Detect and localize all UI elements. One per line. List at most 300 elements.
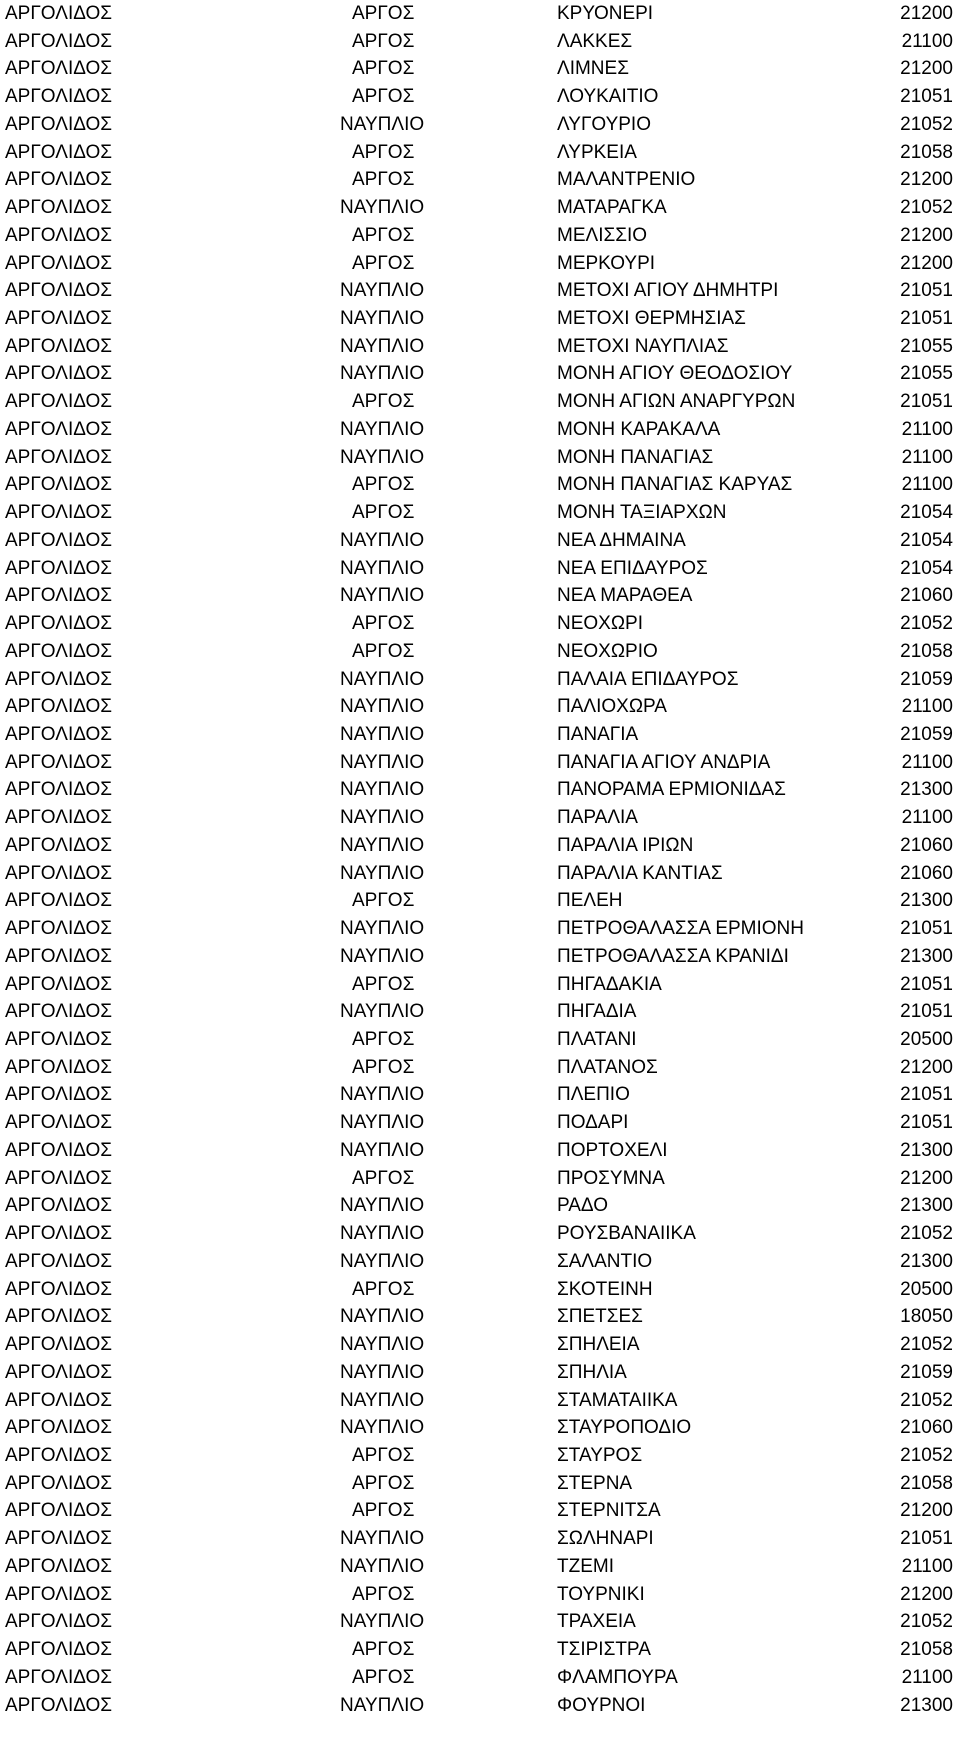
- locality-cell: ΠΛΑΤΑΝΙ: [557, 1029, 637, 1050]
- municipality-cell: ΝΑΥΠΛΙΟ: [340, 585, 425, 607]
- postcode-cell: 21300: [900, 945, 953, 967]
- locality-cell: ΠΕΛΕΗ: [557, 890, 623, 912]
- postcode-cell: 21051: [900, 1084, 953, 1106]
- postcode-cell: 21100: [901, 474, 953, 496]
- table-row: [0, 582, 960, 610]
- postcode-cell: 21300: [900, 1694, 953, 1716]
- municipality-cell: ΝΑΥΠΛΙΟ: [340, 1611, 425, 1633]
- prefecture-cell: ΑΡΓΟΛΙΔΟΣ: [5, 834, 113, 856]
- table-row: [0, 1192, 960, 1220]
- municipality-cell: ΑΡΓΟΣ: [352, 252, 415, 274]
- municipality-cell: ΝΑΥΠΛΙΟ: [340, 1361, 425, 1383]
- postcode-cell: 21055: [900, 363, 953, 385]
- locality-cell: ΤΟΥΡΝΙΚΙ: [557, 1583, 645, 1605]
- postcode-cell: 21058: [900, 1472, 953, 1494]
- postcode-cell: 21100: [901, 30, 953, 52]
- postcode-cell: 21052: [900, 1223, 953, 1245]
- table-row: [0, 998, 960, 1026]
- locality-cell: ΦΛΑΜΠΟΥΡΑ: [557, 1666, 678, 1688]
- municipality-cell: ΑΡΓΟΣ: [352, 890, 415, 912]
- municipality-cell: ΑΡΓΟΣ: [352, 1167, 415, 1189]
- municipality-cell: ΝΑΥΠΛΙΟ: [340, 529, 425, 551]
- locality-cell: ΣΠΗΛΙΑ: [557, 1361, 627, 1383]
- postcode-cell: 21100: [901, 696, 953, 718]
- table-row: [0, 666, 960, 694]
- postcode-cell: 21058: [900, 640, 953, 662]
- prefecture-cell: ΑΡΓΟΛΙΔΟΣ: [5, 613, 113, 635]
- municipality-cell: ΑΡΓΟΣ: [352, 30, 415, 52]
- municipality-cell: ΝΑΥΠΛΙΟ: [340, 113, 425, 135]
- municipality-cell: ΑΡΓΟΣ: [352, 3, 415, 24]
- municipality-cell: ΝΑΥΠΛΙΟ: [340, 1112, 425, 1134]
- prefecture-cell: ΑΡΓΟΛΙΔΟΣ: [5, 1555, 113, 1577]
- table-row: [0, 1054, 960, 1082]
- locality-cell: ΤΡΑΧΕΙΑ: [557, 1611, 636, 1633]
- locality-cell: ΜΕΤΟΧΙ ΘΕΡΜΗΣΙΑΣ: [557, 308, 746, 330]
- municipality-cell: ΝΑΥΠΛΙΟ: [340, 557, 425, 579]
- table-row: [0, 83, 960, 111]
- locality-cell: ΣΤΑΥΡΟΣ: [557, 1444, 643, 1466]
- prefecture-cell: ΑΡΓΟΛΙΔΟΣ: [5, 86, 113, 108]
- municipality-cell: ΝΑΥΠΛΙΟ: [340, 779, 425, 801]
- prefecture-cell: ΑΡΓΟΛΙΔΟΣ: [5, 862, 113, 884]
- prefecture-cell: ΑΡΓΟΛΙΔΟΣ: [5, 1334, 113, 1356]
- table-row: [0, 1553, 960, 1581]
- prefecture-cell: ΑΡΓΟΛΙΔΟΣ: [5, 1223, 113, 1245]
- municipality-cell: ΝΑΥΠΛΙΟ: [340, 696, 425, 718]
- table-row: [0, 1387, 960, 1415]
- municipality-cell: ΑΡΓΟΣ: [352, 502, 415, 524]
- postcode-cell: 21052: [900, 113, 953, 135]
- postcode-cell: 21200: [900, 224, 953, 246]
- prefecture-cell: ΑΡΓΟΛΙΔΟΣ: [5, 1001, 113, 1023]
- locality-cell: ΣΤΕΡΝΑ: [557, 1472, 633, 1494]
- prefecture-cell: ΑΡΓΟΛΙΔΟΣ: [5, 918, 113, 940]
- postcode-cell: 21052: [900, 197, 953, 219]
- prefecture-cell: ΑΡΓΟΛΙΔΟΣ: [5, 807, 113, 829]
- locality-cell: ΣΩΛΗΝΑΡΙ: [557, 1528, 654, 1550]
- locality-cell: ΠΡΟΣΥΜΝΑ: [557, 1167, 665, 1189]
- prefecture-cell: ΑΡΓΟΛΙΔΟΣ: [5, 529, 113, 551]
- locality-cell: ΛΥΡΚΕΙΑ: [557, 141, 637, 163]
- postcode-cell: 21059: [900, 668, 953, 690]
- municipality-cell: ΑΡΓΟΣ: [352, 86, 415, 108]
- municipality-cell: ΑΡΓΟΣ: [352, 474, 415, 496]
- municipality-cell: ΝΑΥΠΛΙΟ: [340, 1001, 425, 1023]
- locality-cell: ΜΟΝΗ ΠΑΝΑΓΙΑΣ ΚΑΡΥΑΣ: [557, 474, 793, 496]
- prefecture-cell: ΑΡΓΟΛΙΔΟΣ: [5, 3, 113, 24]
- postcode-cell: 21200: [900, 1167, 953, 1189]
- postcode-cell: 21200: [900, 1583, 953, 1605]
- municipality-cell: ΑΡΓΟΣ: [352, 1639, 415, 1661]
- table-row: [0, 499, 960, 527]
- prefecture-cell: ΑΡΓΟΛΙΔΟΣ: [5, 113, 113, 135]
- postcode-cell: 21054: [900, 557, 953, 579]
- locality-cell: ΠΕΤΡΟΘΑΛΑΣΣΑ ΕΡΜΙΟΝΗ: [557, 918, 804, 940]
- table-row: [0, 1303, 960, 1331]
- municipality-cell: ΑΡΓΟΣ: [352, 1029, 415, 1050]
- table-row: [0, 416, 960, 444]
- prefecture-cell: ΑΡΓΟΛΙΔΟΣ: [5, 1472, 113, 1494]
- table-row: [0, 388, 960, 416]
- municipality-cell: ΝΑΥΠΛΙΟ: [340, 1389, 425, 1411]
- postcode-cell: 21054: [900, 502, 953, 524]
- municipality-cell: ΑΡΓΟΣ: [352, 224, 415, 246]
- municipality-cell: ΝΑΥΠΛΙΟ: [340, 668, 425, 690]
- prefecture-cell: ΑΡΓΟΛΙΔΟΣ: [5, 1056, 113, 1078]
- prefecture-cell: ΑΡΓΟΛΙΔΟΣ: [5, 945, 113, 967]
- municipality-cell: ΝΑΥΠΛΙΟ: [340, 1555, 425, 1577]
- table-row: [0, 1165, 960, 1193]
- locality-cell: ΣΤΑΜΑΤΑΙΙΚΑ: [557, 1389, 678, 1411]
- locality-cell: ΜΕΛΙΣΣΙΟ: [557, 224, 648, 246]
- postcode-cell: 21051: [900, 391, 953, 413]
- locality-cell: ΝΕΟΧΩΡΙ: [557, 613, 644, 635]
- table-row: [0, 250, 960, 278]
- prefecture-cell: ΑΡΓΟΛΙΔΟΣ: [5, 1611, 113, 1633]
- postcode-cell: 21100: [901, 446, 953, 468]
- postcode-cell: 21100: [901, 807, 953, 829]
- municipality-cell: ΑΡΓΟΣ: [352, 640, 415, 662]
- prefecture-cell: ΑΡΓΟΛΙΔΟΣ: [5, 890, 113, 912]
- table-row: [0, 222, 960, 250]
- locality-cell: ΠΕΤΡΟΘΑΛΑΣΣΑ ΚΡΑΝΙΔΙ: [557, 945, 789, 967]
- table-row: [0, 1581, 960, 1609]
- postcode-cell: 21100: [901, 751, 953, 773]
- prefecture-cell: ΑΡΓΟΛΙΔΟΣ: [5, 224, 113, 246]
- municipality-cell: ΑΡΓΟΣ: [352, 973, 415, 995]
- postcode-cell: 21060: [900, 1417, 953, 1439]
- prefecture-cell: ΑΡΓΟΛΙΔΟΣ: [5, 141, 113, 163]
- postcode-cell: 21060: [900, 834, 953, 856]
- locality-cell: ΠΑΝΑΓΙΑ ΑΓΙΟΥ ΑΝΔΡΙΑ: [557, 751, 771, 773]
- prefecture-cell: ΑΡΓΟΛΙΔΟΣ: [5, 446, 113, 468]
- postcode-cell: 21058: [900, 141, 953, 163]
- table-row: [0, 1331, 960, 1359]
- table-row: [0, 776, 960, 804]
- municipality-cell: ΑΡΓΟΣ: [352, 1500, 415, 1522]
- table-row: [0, 749, 960, 777]
- municipality-cell: ΝΑΥΠΛΙΟ: [340, 363, 425, 385]
- municipality-cell: ΑΡΓΟΣ: [352, 169, 415, 191]
- locality-cell: ΜΟΝΗ ΤΑΞΙΑΡΧΩΝ: [557, 502, 727, 524]
- locality-cell: ΛΟΥΚΑΙΤΙΟ: [557, 86, 659, 108]
- table-row: [0, 0, 960, 28]
- prefecture-cell: ΑΡΓΟΛΙΔΟΣ: [5, 1084, 113, 1106]
- locality-cell: ΛΥΓΟΥΡΙΟ: [557, 113, 651, 135]
- table-row: [0, 1109, 960, 1137]
- locality-cell: ΠΑΡΑΛΙΑ ΚΑΝΤΙΑΣ: [557, 862, 723, 884]
- table-row: [0, 971, 960, 999]
- prefecture-cell: ΑΡΓΟΛΙΔΟΣ: [5, 723, 113, 745]
- locality-cell: ΤΣΙΡΙΣΤΡΑ: [557, 1639, 651, 1661]
- postcode-cell: 21052: [900, 1334, 953, 1356]
- locality-cell: ΣΑΛΑΝΤΙΟ: [557, 1250, 653, 1272]
- municipality-cell: ΝΑΥΠΛΙΟ: [340, 1417, 425, 1439]
- prefecture-cell: ΑΡΓΟΛΙΔΟΣ: [5, 1112, 113, 1134]
- locality-cell: ΜΟΝΗ ΚΑΡΑΚΑΛΑ: [557, 418, 721, 440]
- table-row: [0, 943, 960, 971]
- postcode-cell: 20500: [900, 1278, 953, 1300]
- table-row: [0, 1220, 960, 1248]
- prefecture-cell: ΑΡΓΟΛΙΔΟΣ: [5, 1417, 113, 1439]
- locality-cell: ΠΑΝΟΡΑΜΑ ΕΡΜΙΟΝΙΔΑΣ: [557, 779, 786, 801]
- locality-cell: ΡΑΔΟ: [557, 1195, 609, 1217]
- locality-cell: ΠΑΝΑΓΙΑ: [557, 723, 639, 745]
- prefecture-cell: ΑΡΓΟΛΙΔΟΣ: [5, 1666, 113, 1688]
- municipality-cell: ΝΑΥΠΛΙΟ: [340, 723, 425, 745]
- municipality-cell: ΝΑΥΠΛΙΟ: [340, 1139, 425, 1161]
- prefecture-cell: ΑΡΓΟΛΙΔΟΣ: [5, 418, 113, 440]
- municipality-cell: ΝΑΥΠΛΙΟ: [340, 918, 425, 940]
- locality-cell: ΦΟΥΡΝΟΙ: [557, 1694, 646, 1716]
- locality-cell: ΣΠΗΛΕΙΑ: [557, 1334, 640, 1356]
- prefecture-cell: ΑΡΓΟΛΙΔΟΣ: [5, 58, 113, 80]
- table-row: [0, 887, 960, 915]
- municipality-cell: ΝΑΥΠΛΙΟ: [340, 945, 425, 967]
- postcode-cell: 21100: [901, 418, 953, 440]
- locality-cell: ΜΕΤΟΧΙ ΑΓΙΟΥ ΔΗΜΗΤΡΙ: [557, 280, 779, 302]
- postcode-cell: 21200: [900, 169, 953, 191]
- locality-cell: ΚΡΥΟΝΕΡΙ: [557, 3, 654, 24]
- table-row: [0, 1442, 960, 1470]
- locality-cell: ΠΑΛΑΙΑ ΕΠΙΔΑΥΡΟΣ: [557, 668, 739, 690]
- prefecture-cell: ΑΡΓΟΛΙΔΟΣ: [5, 751, 113, 773]
- postcode-cell: 21059: [900, 723, 953, 745]
- locality-cell: ΝΕΑ ΜΑΡΑΘΕΑ: [557, 585, 693, 607]
- postcode-cell: 21059: [900, 1361, 953, 1383]
- municipality-cell: ΝΑΥΠΛΙΟ: [340, 751, 425, 773]
- municipality-cell: ΝΑΥΠΛΙΟ: [340, 1528, 425, 1550]
- table-row: [0, 55, 960, 83]
- table-row: [0, 610, 960, 638]
- postcode-cell: 21051: [900, 280, 953, 302]
- table-row: [0, 1081, 960, 1109]
- prefecture-cell: ΑΡΓΟΛΙΔΟΣ: [5, 1278, 113, 1300]
- postcode-cell: 21100: [901, 1666, 953, 1688]
- locality-cell: ΡΟΥΣΒΑΝΑΙΙΚΑ: [557, 1223, 696, 1245]
- municipality-cell: ΝΑΥΠΛΙΟ: [340, 1306, 425, 1328]
- prefecture-cell: ΑΡΓΟΛΙΔΟΣ: [5, 169, 113, 191]
- postcode-cell: 21051: [900, 918, 953, 940]
- postcode-cell: 21300: [900, 890, 953, 912]
- postcode-cell: 21052: [900, 1611, 953, 1633]
- prefecture-cell: ΑΡΓΟΛΙΔΟΣ: [5, 668, 113, 690]
- table-row: [0, 166, 960, 194]
- prefecture-cell: ΑΡΓΟΛΙΔΟΣ: [5, 197, 113, 219]
- locality-cell: ΛΙΜΝΕΣ: [557, 58, 629, 80]
- table-row: [0, 804, 960, 832]
- prefecture-cell: ΑΡΓΟΛΙΔΟΣ: [5, 973, 113, 995]
- prefecture-cell: ΑΡΓΟΛΙΔΟΣ: [5, 585, 113, 607]
- postcode-cell: 18050: [900, 1306, 953, 1328]
- postcode-cell: 21052: [900, 613, 953, 635]
- postcode-cell: 21100: [901, 1555, 953, 1577]
- prefecture-cell: ΑΡΓΟΛΙΔΟΣ: [5, 1500, 113, 1522]
- municipality-cell: ΑΡΓΟΣ: [352, 58, 415, 80]
- postcode-cell: 21300: [900, 1250, 953, 1272]
- municipality-cell: ΑΡΓΟΣ: [352, 1583, 415, 1605]
- prefecture-cell: ΑΡΓΟΛΙΔΟΣ: [5, 474, 113, 496]
- table-row: [0, 194, 960, 222]
- municipality-cell: ΑΡΓΟΣ: [352, 613, 415, 635]
- postcode-cell: 21052: [900, 1389, 953, 1411]
- postcode-cell: 21300: [900, 779, 953, 801]
- prefecture-cell: ΑΡΓΟΛΙΔΟΣ: [5, 1195, 113, 1217]
- municipality-cell: ΝΑΥΠΛΙΟ: [340, 446, 425, 468]
- municipality-cell: ΝΑΥΠΛΙΟ: [340, 1334, 425, 1356]
- municipality-cell: ΝΑΥΠΛΙΟ: [340, 280, 425, 302]
- municipality-cell: ΝΑΥΠΛΙΟ: [340, 1084, 425, 1106]
- municipality-cell: ΝΑΥΠΛΙΟ: [340, 308, 425, 330]
- table-row: [0, 1692, 960, 1720]
- prefecture-cell: ΑΡΓΟΛΙΔΟΣ: [5, 696, 113, 718]
- prefecture-cell: ΑΡΓΟΛΙΔΟΣ: [5, 391, 113, 413]
- municipality-cell: ΝΑΥΠΛΙΟ: [340, 1195, 425, 1217]
- postcode-cell: 21200: [900, 1500, 953, 1522]
- postcode-cell: 21051: [900, 973, 953, 995]
- prefecture-cell: ΑΡΓΟΛΙΔΟΣ: [5, 557, 113, 579]
- table-row: [0, 333, 960, 361]
- table-row: [0, 471, 960, 499]
- postcode-cell: 21054: [900, 529, 953, 551]
- prefecture-cell: ΑΡΓΟΛΙΔΟΣ: [5, 252, 113, 274]
- postcode-cell: 21058: [900, 1639, 953, 1661]
- locality-cell: ΠΟΡΤΟΧΕΛΙ: [557, 1139, 668, 1161]
- prefecture-cell: ΑΡΓΟΛΙΔΟΣ: [5, 1306, 113, 1328]
- prefecture-cell: ΑΡΓΟΛΙΔΟΣ: [5, 1167, 113, 1189]
- table-row: [0, 832, 960, 860]
- table-row: [0, 915, 960, 943]
- municipality-cell: ΑΡΓΟΣ: [352, 1056, 415, 1078]
- postcode-cell: 21051: [900, 86, 953, 108]
- prefecture-cell: ΑΡΓΟΛΙΔΟΣ: [5, 308, 113, 330]
- locality-cell: ΠΛΕΠΙΟ: [557, 1084, 630, 1106]
- table-row: [0, 111, 960, 139]
- municipality-cell: ΝΑΥΠΛΙΟ: [340, 1223, 425, 1245]
- locality-cell: ΜΕΤΟΧΙ ΝΑΥΠΛΙΑΣ: [557, 335, 729, 357]
- locality-cell: ΝΕΟΧΩΡΙΟ: [557, 640, 658, 662]
- municipality-cell: ΑΡΓΟΣ: [352, 1278, 415, 1300]
- postcode-cell: 21200: [900, 3, 953, 24]
- table-row: [0, 360, 960, 388]
- locality-cell: ΝΕΑ ΔΗΜΑΙΝΑ: [557, 529, 686, 551]
- locality-cell: ΣΤΑΥΡΟΠΟΔΙΟ: [557, 1417, 692, 1439]
- locality-cell: ΜΑΛΑΝΤΡΕΝΙΟ: [557, 169, 696, 191]
- locality-cell: ΜΕΡΚΟΥΡΙ: [557, 252, 656, 274]
- municipality-cell: ΝΑΥΠΛΙΟ: [340, 197, 425, 219]
- municipality-cell: ΝΑΥΠΛΙΟ: [340, 418, 425, 440]
- prefecture-cell: ΑΡΓΟΛΙΔΟΣ: [5, 1639, 113, 1661]
- table-row: [0, 277, 960, 305]
- locality-cell: ΤΖΕΜΙ: [557, 1555, 614, 1577]
- postcode-cell: 21060: [900, 862, 953, 884]
- prefecture-cell: ΑΡΓΟΛΙΔΟΣ: [5, 1361, 113, 1383]
- table-row: [0, 1470, 960, 1498]
- table-row: [0, 638, 960, 666]
- postcode-cell: 21051: [900, 308, 953, 330]
- table-row: [0, 1636, 960, 1664]
- locality-cell: ΣΤΕΡΝΙΤΣΑ: [557, 1500, 661, 1522]
- municipality-cell: ΝΑΥΠΛΙΟ: [340, 834, 425, 856]
- table-row: [0, 305, 960, 333]
- prefecture-cell: ΑΡΓΟΛΙΔΟΣ: [5, 30, 113, 52]
- table-row: [0, 1026, 960, 1054]
- table-row: [0, 1664, 960, 1692]
- table-row: [0, 1414, 960, 1442]
- locality-cell: ΜΑΤΑΡΑΓΚΑ: [557, 197, 667, 219]
- prefecture-cell: ΑΡΓΟΛΙΔΟΣ: [5, 363, 113, 385]
- municipality-cell: ΑΡΓΟΣ: [352, 141, 415, 163]
- locality-cell: ΠΛΑΤΑΝΟΣ: [557, 1056, 658, 1078]
- prefecture-cell: ΑΡΓΟΛΙΔΟΣ: [5, 1250, 113, 1272]
- table-row: [0, 693, 960, 721]
- postcode-cell: 21051: [900, 1528, 953, 1550]
- locality-cell: ΠΗΓΑΔΑΚΙΑ: [557, 973, 662, 995]
- prefecture-cell: ΑΡΓΟΛΙΔΟΣ: [5, 280, 113, 302]
- postcode-cell: 21300: [900, 1195, 953, 1217]
- prefecture-cell: ΑΡΓΟΛΙΔΟΣ: [5, 335, 113, 357]
- municipality-cell: ΑΡΓΟΣ: [352, 1472, 415, 1494]
- municipality-cell: ΑΡΓΟΣ: [352, 1666, 415, 1688]
- postcode-cell: 21300: [900, 1139, 953, 1161]
- table-row: [0, 1359, 960, 1387]
- locality-cell: ΠΑΡΑΛΙΑ ΙΡΙΩΝ: [557, 834, 694, 856]
- table-row: [0, 1497, 960, 1525]
- municipality-cell: ΝΑΥΠΛΙΟ: [340, 1694, 425, 1716]
- locality-cell: ΛΑΚΚΕΣ: [557, 30, 633, 52]
- table-row: [0, 1525, 960, 1553]
- table-row: [0, 1137, 960, 1165]
- locality-cell: ΠΑΡΑΛΙΑ: [557, 807, 638, 829]
- locality-cell: ΜΟΝΗ ΑΓΙΟΥ ΘΕΟΔΟΣΙΟΥ: [557, 363, 793, 385]
- postcode-cell: 21051: [900, 1112, 953, 1134]
- locality-cell: ΜΟΝΗ ΠΑΝΑΓΙΑΣ: [557, 446, 714, 468]
- prefecture-cell: ΑΡΓΟΛΙΔΟΣ: [5, 640, 113, 662]
- postcode-cell: 21200: [900, 1056, 953, 1078]
- table-row: [0, 721, 960, 749]
- postcode-cell: 21060: [900, 585, 953, 607]
- postcode-cell: 21051: [900, 1001, 953, 1023]
- postcode-cell: 21055: [900, 335, 953, 357]
- locality-cell: ΝΕΑ ΕΠΙΔΑΥΡΟΣ: [557, 557, 708, 579]
- municipality-cell: ΝΑΥΠΛΙΟ: [340, 335, 425, 357]
- prefecture-cell: ΑΡΓΟΛΙΔΟΣ: [5, 1444, 113, 1466]
- prefecture-cell: ΑΡΓΟΛΙΔΟΣ: [5, 1694, 113, 1716]
- locality-cell: ΠΟΔΑΡΙ: [557, 1112, 629, 1134]
- locality-cell: ΣΚΟΤΕΙΝΗ: [557, 1278, 653, 1300]
- locality-cell: ΠΑΛΙΟΧΩΡΑ: [557, 696, 667, 718]
- prefecture-cell: ΑΡΓΟΛΙΔΟΣ: [5, 1389, 113, 1411]
- postcode-cell: 21052: [900, 1444, 953, 1466]
- municipality-cell: ΑΡΓΟΣ: [352, 391, 415, 413]
- prefecture-cell: ΑΡΓΟΛΙΔΟΣ: [5, 1029, 113, 1050]
- table-row: [0, 527, 960, 555]
- table-row: [0, 28, 960, 56]
- municipality-cell: ΑΡΓΟΣ: [352, 1444, 415, 1466]
- table-row: [0, 1248, 960, 1276]
- prefecture-cell: ΑΡΓΟΛΙΔΟΣ: [5, 779, 113, 801]
- locality-cell: ΣΠΕΤΣΕΣ: [557, 1306, 643, 1328]
- prefecture-cell: ΑΡΓΟΛΙΔΟΣ: [5, 1583, 113, 1605]
- table-row: [0, 1276, 960, 1304]
- prefecture-cell: ΑΡΓΟΛΙΔΟΣ: [5, 502, 113, 524]
- postcode-cell: 21200: [900, 252, 953, 274]
- municipality-cell: ΝΑΥΠΛΙΟ: [340, 807, 425, 829]
- table-row: [0, 139, 960, 167]
- prefecture-cell: ΑΡΓΟΛΙΔΟΣ: [5, 1528, 113, 1550]
- table-row: [0, 1608, 960, 1636]
